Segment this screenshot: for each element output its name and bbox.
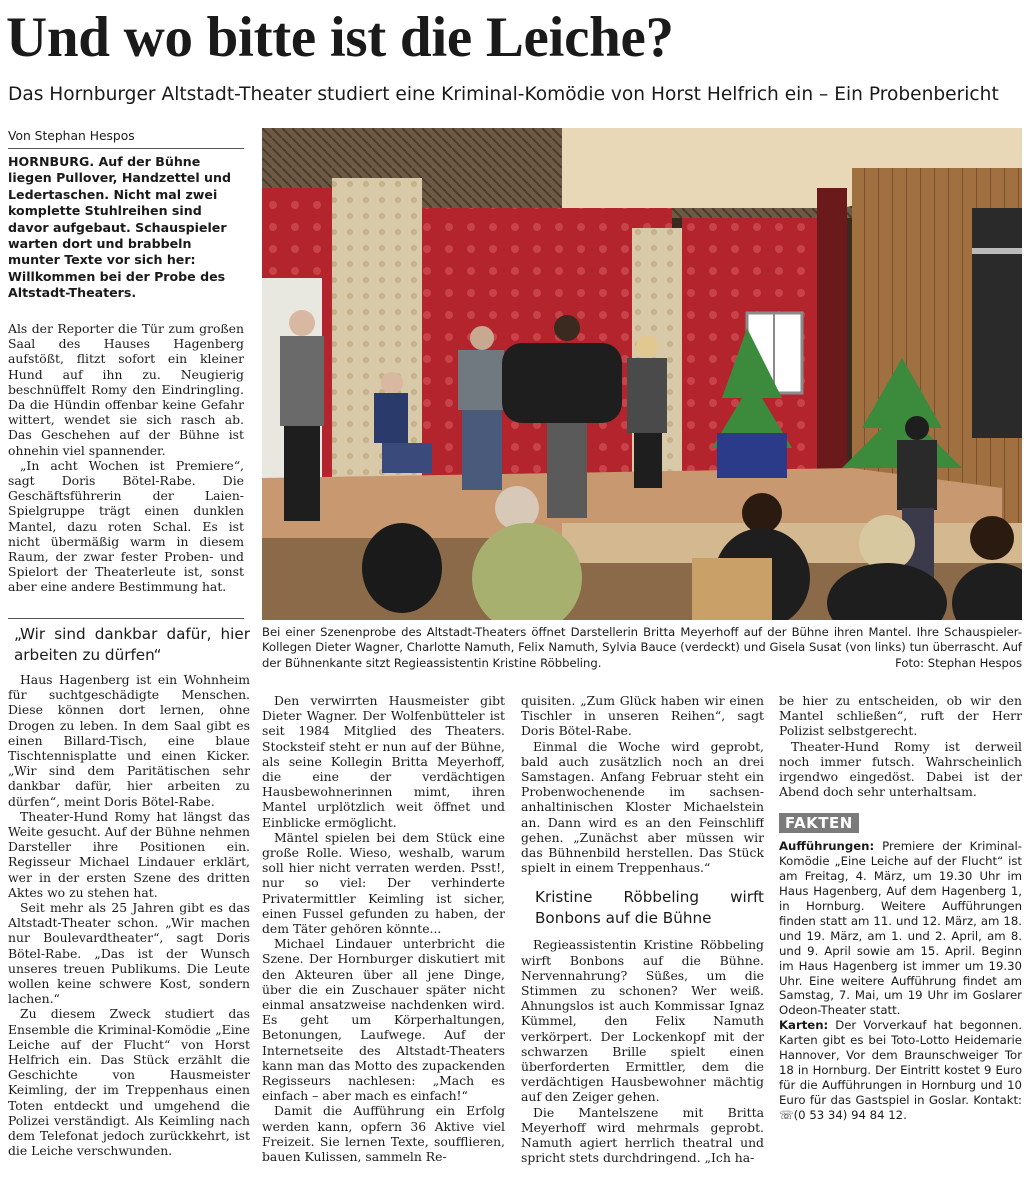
- fakten-box: [779, 839, 1022, 1122]
- column-2: [262, 693, 505, 1193]
- phone-icon: ☏: [779, 1107, 794, 1122]
- body-paragraph: Michael Lindauer unterbricht die Szene. Der Hornburger diskutiert mit den Akteuren über all jene Dinge, über die ein Zuschauer später nicht einmal ansatzweise nachdenken wird. Es geht um Körperhaltungen, Betonungen, Laufwege. Auf der Internetseite des Altstadt-Theaters kann man das Motto des zupackenden Regisseurs nachlesen: „Mach es einfach – aber mach es einfach!“: [262, 936, 505, 1104]
- fakten-karten: [779, 1018, 1022, 1122]
- phone-number: (0 53 34) 94 84 12.: [793, 1107, 907, 1122]
- body-paragraph: Einmal die Woche wird geprobt, bald auch zusätzlich noch an drei Samstagen. Anfang Februar steht ein Probenwochenende im sachsen-anhaltinischen Kloster Michaelstein an. Dann wird es an den Feinschliff gehen. „Zunächst aber müssen wir das Bühnenbild herstellen. Das Stück spielt in einem Treppenhaus.“: [521, 738, 764, 876]
- body-paragraph: Mäntel spielen bei dem Stück eine große Rolle. Wieso, weshalb, warum soll hier nicht verraten werden. Psst!, nur so viel: Der verhinderte Privatermittler Keimling ist sicher, einen Fussel gefunden zu haben, der dem Täter gehören könnte...: [262, 829, 505, 937]
- column-4: [779, 693, 1022, 1193]
- subheading: „Wir sind dankbar dafür, hier arbeiten zu dürfen“: [14, 625, 250, 664]
- fakten-text: Premiere der Kriminal-Komödie „Eine Leiche auf der Flucht“ ist am Freitag, 4. März, um 19.30 Uhr im Haus Hagenberg, Auf dem Hagenberg 1, in Hornburg. Weitere Aufführungen finden statt am 11. und 12. März, am 18. und 19. März, am 1. und 2. April, am 8. und 9. April sowie am 15. April. Beginn im Haus Hagenberg ist immer um 19.30 Uhr. Eine weitere Aufführung findet am Samstag, 7. Mai, um 19 Uhr im Goslarer Odeon-Theater statt.: [779, 839, 1022, 1018]
- photo-caption: [262, 625, 1022, 671]
- fakten-label: Karten:: [779, 1018, 829, 1033]
- body-paragraph: Den verwirrten Hausmeister gibt Dieter Wagner. Der Wolfenbütteler ist seit 1984 Mitglied des Theaters. Stocksteif steht er nun auf der Bühne, als seine Kollegin Britta Meyerhoff, die eine der verdächtigen Hausbewohnerinnen mimt, ihren Mantel urplötzlich weit öffnet und Einblicke ermöglicht.: [262, 693, 505, 830]
- column-1-lower: [8, 624, 250, 1194]
- byline: Von Stephan Hespos: [8, 128, 244, 149]
- fakten-text: Der Vorverkauf hat begonnen. Karten gibt es bei Toto-Lotto Heidemarie Hannover, Vor dem Braunschweiger Tor 18 in Hornburg. Der Eintritt kostet 9 Euro für die Aufführungen in Hornburg und 10 Euro für das Gastspiel in Goslar. Kontakt:: [779, 1018, 1022, 1107]
- subheadline: Das Hornburger Altstadt-Theater studiert eine Kriminal-Komödie von Horst Helfrich ein – Ein Probenbericht: [8, 84, 999, 105]
- caption-text: Bei einer Szenenprobe des Altstadt-Theaters öffnet Darstellerin Britta Meyerhoff auf der Bühne ihren Mantel. Ihre Schauspieler-Kollegen Dieter Wagner, Charlotte Namuth, Felix Namuth, Sylvia Bauce (verdeckt) und Gisela Susat (von links) tun überrascht. Auf der Bühnenkante sitzt Regieassistentin Kristine Röbbeling.: [262, 625, 1022, 670]
- column-divider: [8, 618, 244, 619]
- column-3: [521, 693, 764, 1193]
- body-paragraph: Seit mehr als 25 Jahren gibt es das Altstadt-Theater schon. „Wir machen nur Boulevardtheater“, sagt Doris Bötel-Rabe. „Das ist der Wunsch unseres treuen Publikums. Die Leute wollen keine schwere Kost, sondern lachen.“: [8, 900, 250, 1007]
- subheading: Kristine Röbbeling wirft Bonbons auf die Bühne: [535, 888, 764, 928]
- body-paragraph: Haus Hagenberg ist ein Wohnheim für suchtgeschädigte Menschen. Diese können dort lernen, ohne Drogen zu leben. In dem Saal gibt es einen Billard-Tisch, eine blaue Tischtennisplatte und einen Kicker. „Wir sind dem Paritätischen sehr dankbar dafür, hier arbeiten zu dürfen“, meint Doris Bötel-Rabe.: [8, 672, 250, 809]
- fakten-badge: FAKTEN: [779, 813, 859, 833]
- fakten-auffuehrungen: [779, 839, 1022, 1018]
- body-paragraph: quisiten. „Zum Glück haben wir einen Tischler in unseren Reihen“, sagt Doris Bötel-Rabe.: [521, 693, 764, 739]
- lead-text: Auf der Bühne liegen Pullover, Handzettel und Ledertaschen. Nicht mal zwei komplette Stuhlreihen sind davor aufgebaut. Schauspieler warten dort und brabbeln munter Texte vor sich her: Willkommen bei der Probe des Altstadt-Theaters.: [8, 154, 231, 301]
- body-paragraph: Regieassistentin Kristine Röbbeling wirft Bonbons auf die Bühne. Nervennahrung? Süßes, um die Stimmen zu schonen? Wer weiß. Ahnungslos ist auch Kommissar Ignaz Kümmel, den Felix Namuth verkörpert. Der Lockenkopf mit der schwarzen Brille spielt einen überforderten Ermittler, dem die verdächtigen Hausbewohner mächtig auf den Zeiger gehen.: [521, 937, 764, 1105]
- body-paragraph: Zu diesem Zweck studiert das Ensemble die Kriminal-Komödie „Eine Leiche auf der Flucht“ von Horst Helfrich ein. Das Stück erzählt die Geschichte von Hausmeister Keimling, der im Treppenhaus einen Toten entdeckt und umgehend die Polizei verständigt. Als Keimling nach dem Telefonat jedoch zurückkehrt, ist die Leiche verschwunden.: [8, 1006, 250, 1159]
- body-paragraph: be hier zu entscheiden, ob wir den Mantel schließen“, ruft der Herr Polizist selbstgerecht.: [779, 693, 1022, 739]
- body-paragraph: Theater-Hund Romy ist derweil noch immer futsch. Wahrscheinlich irgendwo eingedöst. Dabei ist der Abend doch sehr unterhaltsam.: [779, 738, 1022, 800]
- body-paragraph: Damit die Aufführung ein Erfolg werden kann, opfern 36 Aktive viel Freizeit. Sie lernen Texte, soufflieren, bauen Kulissen, sammeln Re-: [262, 1103, 505, 1165]
- photo-credit: Foto: Stephan Hespos: [895, 655, 1022, 670]
- lead-location: HORNBURG.: [8, 154, 95, 169]
- body-paragraph: Die Mantelszene mit Britta Meyerhoff wird mehrmals geprobt. Namuth agiert herrlich theatral und spricht stets durchdringend. „Ich ha-: [521, 1104, 764, 1166]
- headline: Und wo bitte ist die Leiche?: [6, 6, 674, 69]
- rehearsal-photo: [262, 128, 1022, 620]
- fakten-label: Aufführungen:: [779, 839, 875, 854]
- stage-illustration: [262, 128, 1022, 620]
- body-paragraph: Als der Reporter die Tür zum großen Saal des Hauses Hagenberg aufstößt, flitzt sofort ein kleiner Hund auf ihn zu. Neugierig beschnüffelt Romy den Eindringling. Da die Hündin offenbar keine Gefahr wittert, wendet sie sich rasch ab. Das Geschehen auf der Bühne ist ohnehin viel spannender.: [8, 321, 244, 458]
- body-paragraph: Theater-Hund Romy hat längst das Weite gesucht. Auf der Bühne nehmen Darsteller ihre Positionen ein. Regisseur Michael Lindauer erklärt, wer in der ersten Szene des dritten Aktes wo zu stehen hat.: [8, 808, 250, 900]
- lead-paragraph: [8, 154, 244, 302]
- column-1-upper: [8, 321, 244, 614]
- body-paragraph: „In acht Wochen ist Premiere“, sagt Doris Bötel-Rabe. Die Geschäftsführerin der Laien-Spielgruppe trägt einen dunklen Mantel, dazu roten Schal. Es ist nicht übermäßig warm in diesem Raum, der zwar fester Proben- und Spielort der Theaterleute ist, sonst aber eine andere Bestimmung hat.: [8, 457, 244, 595]
